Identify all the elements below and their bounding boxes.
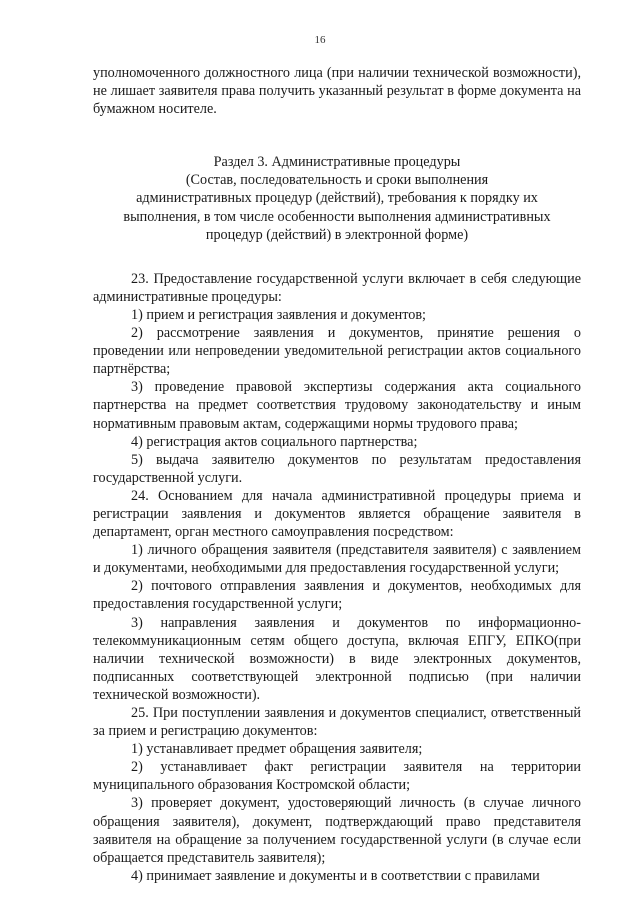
paragraph-23: 23. Предоставление государственной услуги включает в себя следующие административные процедуры: [93,270,581,305]
intro-paragraph: уполномоченного должностного лица (при наличии технической возможности), не лишает заявителя права получить указанный результат в форме документа на бумажном носителе. [93,65,581,118]
list-item: 5) выдача заявителю документов по результатам предоставления государственной услуги. [93,451,581,486]
section-subtitle-line: (Состав, последовательность и сроки выполнения [185,172,489,189]
list-item: 4) принимает заявление и документы и в соответствии с правилами [131,867,540,884]
list-item: 1) прием и регистрация заявления и документов; [131,306,426,323]
section-subtitle-line: административных процедур (действий), требования к порядку их [136,190,538,207]
paragraph-25: 25. При поступлении заявления и документов специалист, ответственный за прием и регистрацию документов: [93,705,581,740]
list-item: 2) почтового отправления заявления и документов, необходимых для предоставления государственной услуги; [93,578,581,613]
paragraph-24: 24. Основанием для начала административной процедуры приема и регистрации заявления и документов является обращение заявителя в департамент, орган местного самоуправления посредством: [93,487,581,541]
section-subtitle-line: процедур (действий) в электронной форме) [205,226,469,243]
list-item: 2) рассмотрение заявления и документов, принятие решения о проведении или непроведении уведомительной регистрации актов социального партнёрства; [93,325,581,378]
list-item: 3) проведение правовой экспертизы содержания акта социального партнерства на предмет соответствия трудовому законодательству и иным нормативным правовым актам, содержащими нормы трудового права; [93,379,581,432]
section-subtitle-line: выполнения, в том числе особенности выполнения административных [123,208,551,225]
list-item: 1) устанавливает предмет обращения заявителя; [131,741,423,758]
list-item: 4) регистрация актов социального партнерства; [131,433,418,450]
section-title: Раздел 3. Административные процедуры [213,154,461,171]
list-item: 3) направления заявления и документов по информационно-телекоммуникационным сетям общего доступа, включая ЕПГУ, ЕПКО(при наличии технической возможности) в виде электронных документов, подписанных соответствующей электронной подписью (при наличии технической возможности). [93,614,581,703]
list-item: 1) личного обращения заявителя (представителя заявителя) с заявлением и документами, необходимыми для предоставления государственной услуги; [93,542,581,577]
section-heading [93,153,581,243]
list-item: 3) проверяет документ, удостоверяющий личность (в случае личного обращения заявителя), документ, подтверждающий право представителя заявителя на обращение за получением государственной услуги (в случае если обращается представитель заявителя); [93,795,581,866]
document-body [93,64,581,885]
page-number: 16 [314,34,326,46]
list-item: 2) устанавливает факт регистрации заявителя на территории муниципального образования Костромской области; [93,759,581,794]
